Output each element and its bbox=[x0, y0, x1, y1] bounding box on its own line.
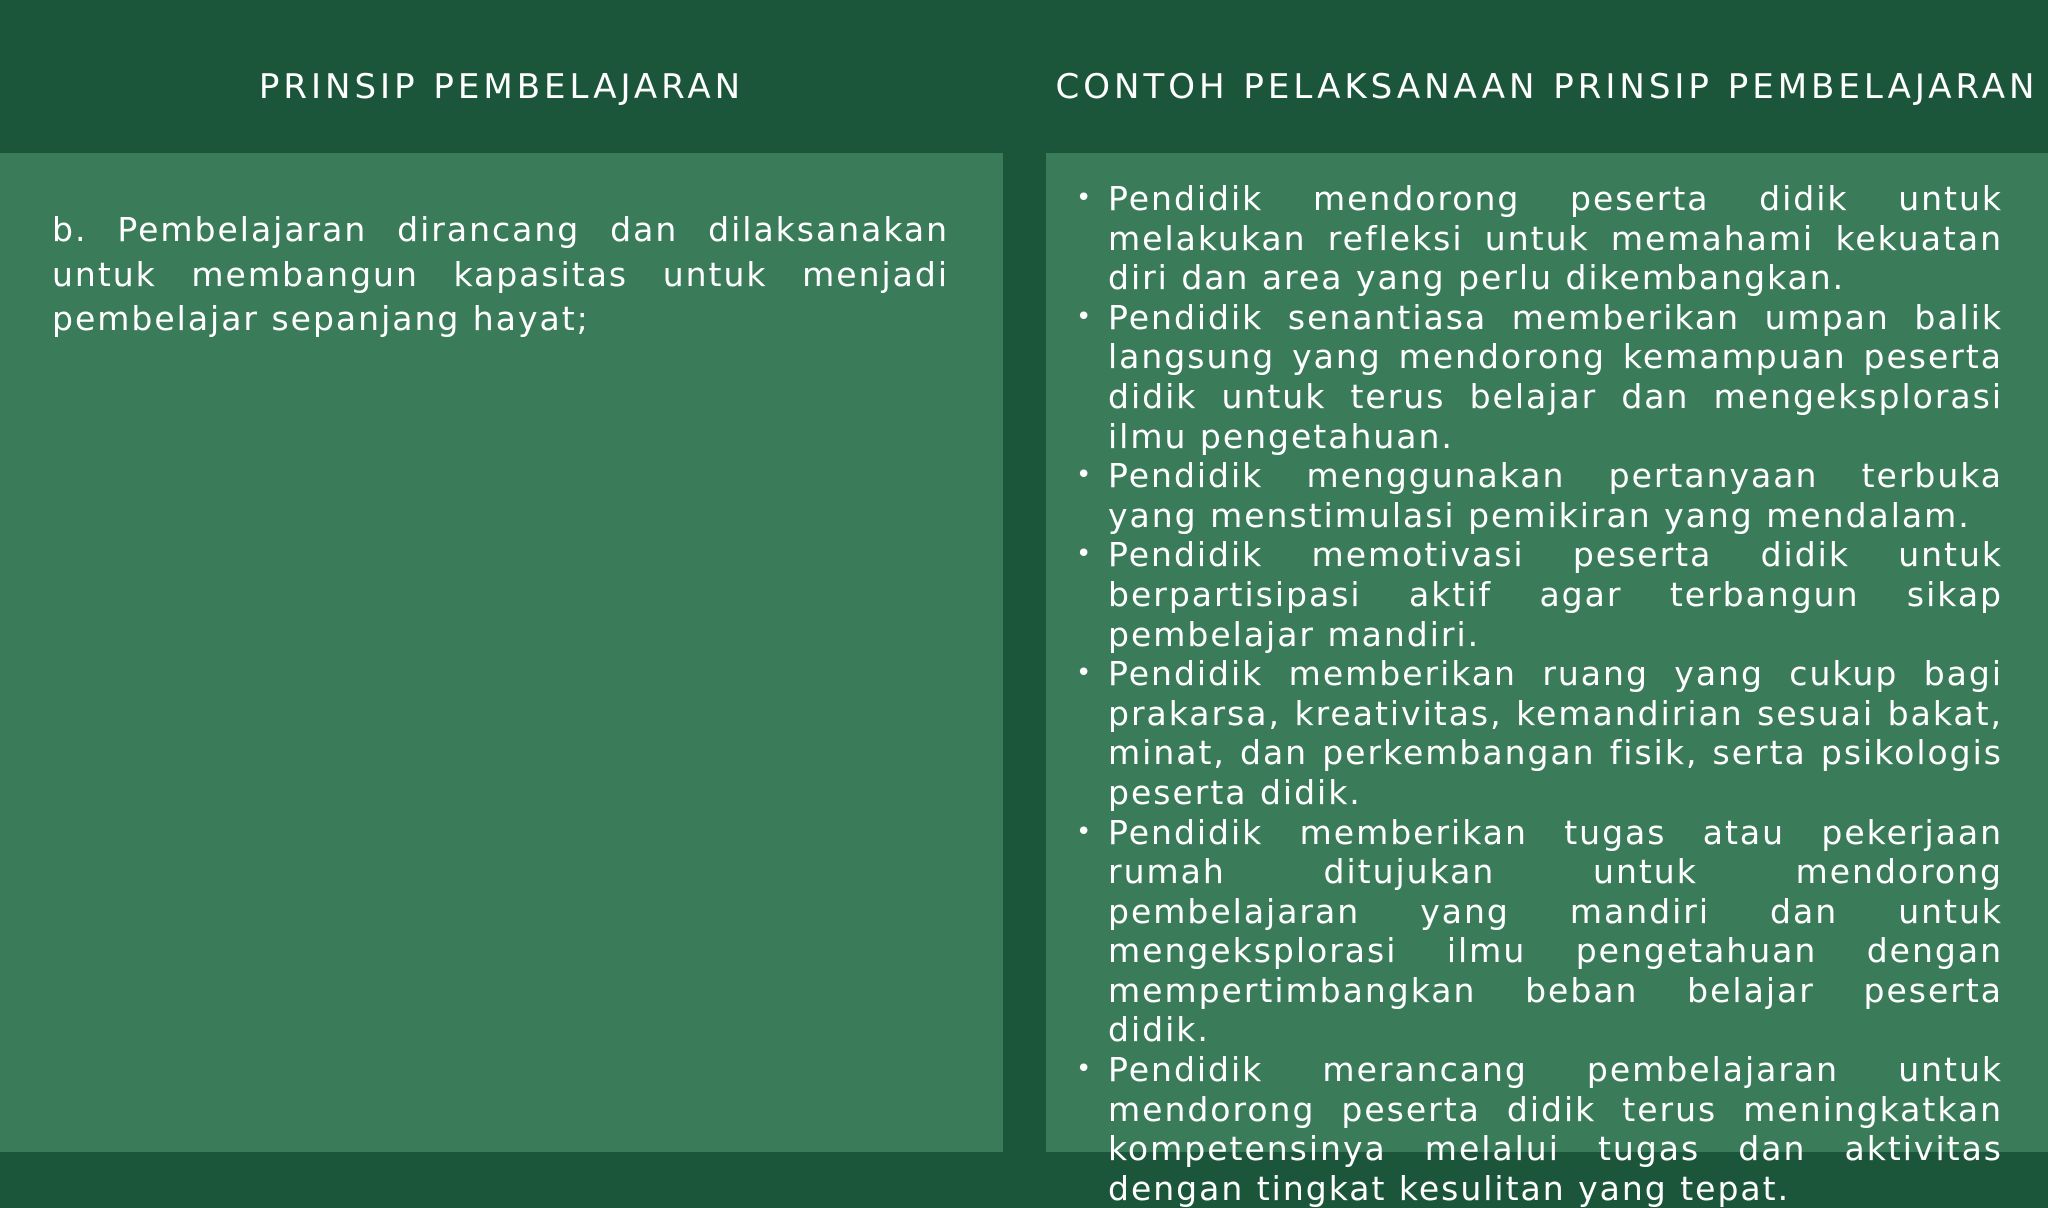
bullet-icon: • bbox=[1076, 301, 1094, 332]
example-item-text: Pendidik mendorong peserta didik untuk melakukan refleksi untuk memahami kekuatan diri dan area yang perlu dikembangkan. bbox=[1108, 179, 2003, 298]
left-column-header-text: PRINSIP PEMBELAJARAN bbox=[258, 66, 745, 107]
bullet-icon: • bbox=[1076, 1054, 1094, 1085]
example-item-text: Pendidik memberikan ruang yang cukup bagi prakarsa, kreativitas, kemandirian sesuai bakat, minat, dan perkembangan fisik, serta psikologis peserta didik. bbox=[1108, 654, 2003, 812]
example-item bbox=[1076, 298, 2003, 456]
bullet-icon: • bbox=[1076, 460, 1094, 491]
bullet-icon: • bbox=[1076, 658, 1094, 689]
right-panel bbox=[1046, 153, 2048, 1208]
right-column-header-text: CONTOH PELAKSANAAN PRINSIP PEMBELAJARAN bbox=[1055, 66, 2039, 107]
bullet-icon: • bbox=[1076, 183, 1094, 213]
example-item bbox=[1076, 179, 2003, 298]
example-item bbox=[1076, 535, 2003, 654]
example-item bbox=[1076, 654, 2003, 812]
example-item bbox=[1076, 456, 2003, 535]
example-item-text: Pendidik memberikan tugas atau pekerjaan rumah ditujukan untuk mendorong pembelajaran yang mandiri dan untuk mengeksplorasi ilmu pengetahuan dengan mempertimbangkan beban belajar peserta didik. bbox=[1108, 812, 2003, 1050]
examples-list bbox=[1076, 179, 2003, 1208]
right-column-header bbox=[1046, 0, 2048, 153]
example-item-text: Pendidik merancang pembelajaran untuk mendorong peserta didik terus meningkatkan kompetensinya melalui tugas dan aktivitas dengan tingkat kesulitan yang tepat. bbox=[1108, 1050, 2003, 1208]
left-panel bbox=[0, 153, 1003, 1152]
example-item bbox=[1076, 813, 2003, 1051]
example-item bbox=[1076, 1050, 2003, 1208]
example-item-text: Pendidik menggunakan pertanyaan terbuka yang menstimulasi pemikiran yang mendalam. bbox=[1108, 456, 2003, 535]
bullet-icon: • bbox=[1076, 816, 1094, 847]
left-column-header bbox=[0, 0, 1003, 153]
example-item-text: Pendidik memotivasi peserta didik untuk berpartisipasi aktif agar terbangun sikap pembelajar mandiri. bbox=[1108, 535, 2003, 654]
principle-text: b. Pembelajaran dirancang dan dilaksanakan untuk membangun kapasitas untuk menjadi pembelajar sepanjang hayat; bbox=[52, 210, 949, 338]
bullet-icon: • bbox=[1076, 539, 1094, 570]
example-item-text: Pendidik senantiasa memberikan umpan balik langsung yang mendorong kemampuan peserta didik untuk terus belajar dan mengeksplorasi ilmu pengetahuan. bbox=[1108, 297, 2003, 456]
